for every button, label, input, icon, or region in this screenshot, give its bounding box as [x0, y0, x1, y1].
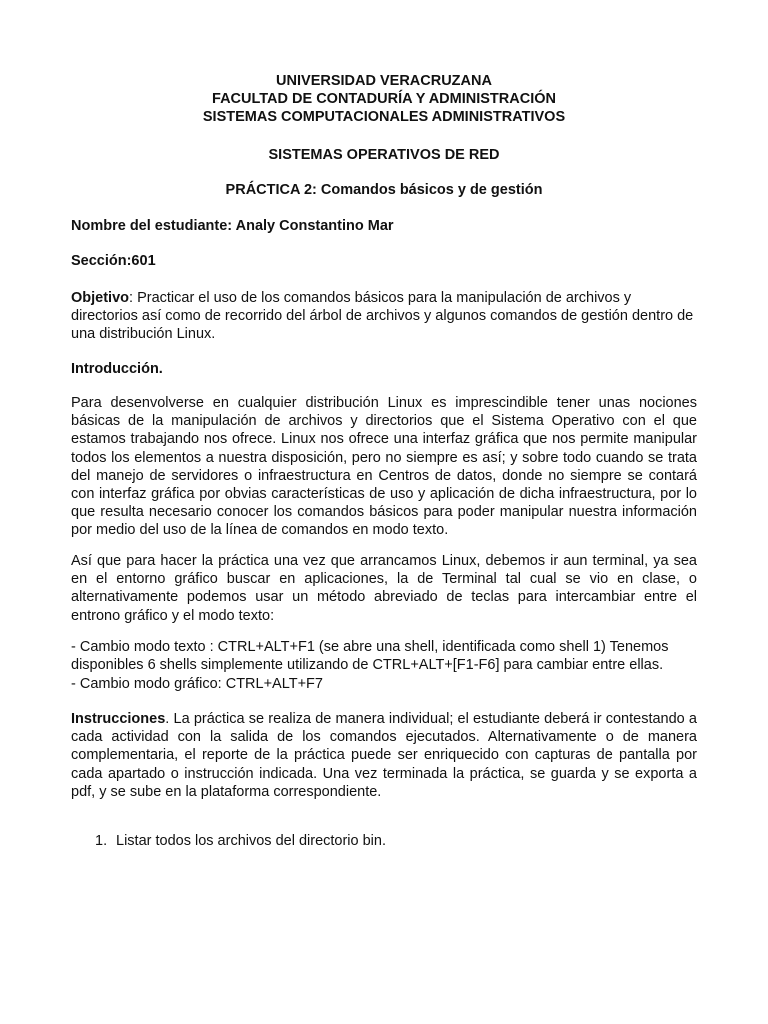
text-mode-shortcut: - Cambio modo texto : CTRL+ALT+F1 (se abre una shell, identificada como shell 1) Tenemos disponibles 6 shells simplemente utilizando de CTRL+ALT+[F1-F6] para cambiar entre ellas. — [71, 639, 669, 674]
introduction-paragraph-2: Así que para hacer la práctica una vez que arrancamos Linux, debemos ir aun terminal, ya sea en el entorno gráfico buscar en aplicaciones, la de Terminal tal cual se vio en clase, o alternativamente podemos usar un método abreviado de teclas para intercambiar entre el entrono gráfico y el modo texto: — [71, 553, 697, 624]
program-name: SISTEMAS COMPUTACIONALES ADMINISTRATIVOS — [202, 109, 566, 125]
task-list — [95, 832, 386, 850]
instructions-label: Instrucciones — [71, 711, 166, 727]
student-name: Nombre del estudiante: Analy Constantino Mar — [71, 218, 394, 234]
task-text: Listar todos los archivos del directorio bin. — [116, 833, 386, 849]
graphic-mode-shortcut: - Cambio modo gráfico: CTRL+ALT+F7 — [71, 676, 323, 692]
document-header — [0, 72, 768, 126]
instructions-text: . La práctica se realiza de manera individual; el estudiante deberá ir contestando a cada actividad con la salida de los comandos ejecutados. Alternativamente o de manera complementaria, el reporte de la práctica puede ser enriquecido con capturas de pantalla por cada apartado o instrucción indicada. Una vez terminada la práctica, se guarda y se exporta a pdf, y se sube en la plataforma correspondiente. — [71, 711, 697, 800]
task-number: 1. — [95, 833, 108, 849]
introduction-paragraph-1: Para desenvolverse en cualquier distribución Linux es imprescindible tener unas nociones básicas de la manipulación de archivos y directorios que el Sistema Operativo con el que estamos trabajando nos ofrece. Linux nos ofrece una interfaz gráfica que nos permite manipular todos los elementos a nuestra disposición, pero no siempre es así; y sobre todo cuando se trata del manejo de servidores o infraestructura en Centros de datos, donde no siempre se contará con interfaz gráfica por obvias características de uso y aplicación de dicha infraestructura, por lo que resulta necesario conocer los comandos básicos para poder manipular nuestra información por medio del uso de la línea de comandos en modo texto. — [71, 395, 697, 539]
objective-text: : Practicar el uso de los comandos básicos para la manipulación de archivos y directorios así como de recorrido del árbol de archivos y algunos comandos de gestión dentro de una distribución Linux. — [71, 290, 694, 343]
university-name: UNIVERSIDAD VERACRUZANA — [276, 73, 492, 89]
objective-paragraph — [71, 289, 697, 344]
introduction-heading: Introducción. — [71, 361, 163, 377]
practice-title: PRÁCTICA 2: Comandos básicos y de gestión — [225, 182, 543, 198]
faculty-name: FACULTAD DE CONTADURÍA Y ADMINISTRACIÓN — [212, 91, 556, 107]
section-number: Sección:601 — [71, 253, 156, 269]
objective-label: Objetivo — [71, 290, 130, 306]
course-title: SISTEMAS OPERATIVOS DE RED — [268, 147, 500, 163]
list-item — [95, 832, 386, 850]
instructions-paragraph — [71, 710, 697, 801]
